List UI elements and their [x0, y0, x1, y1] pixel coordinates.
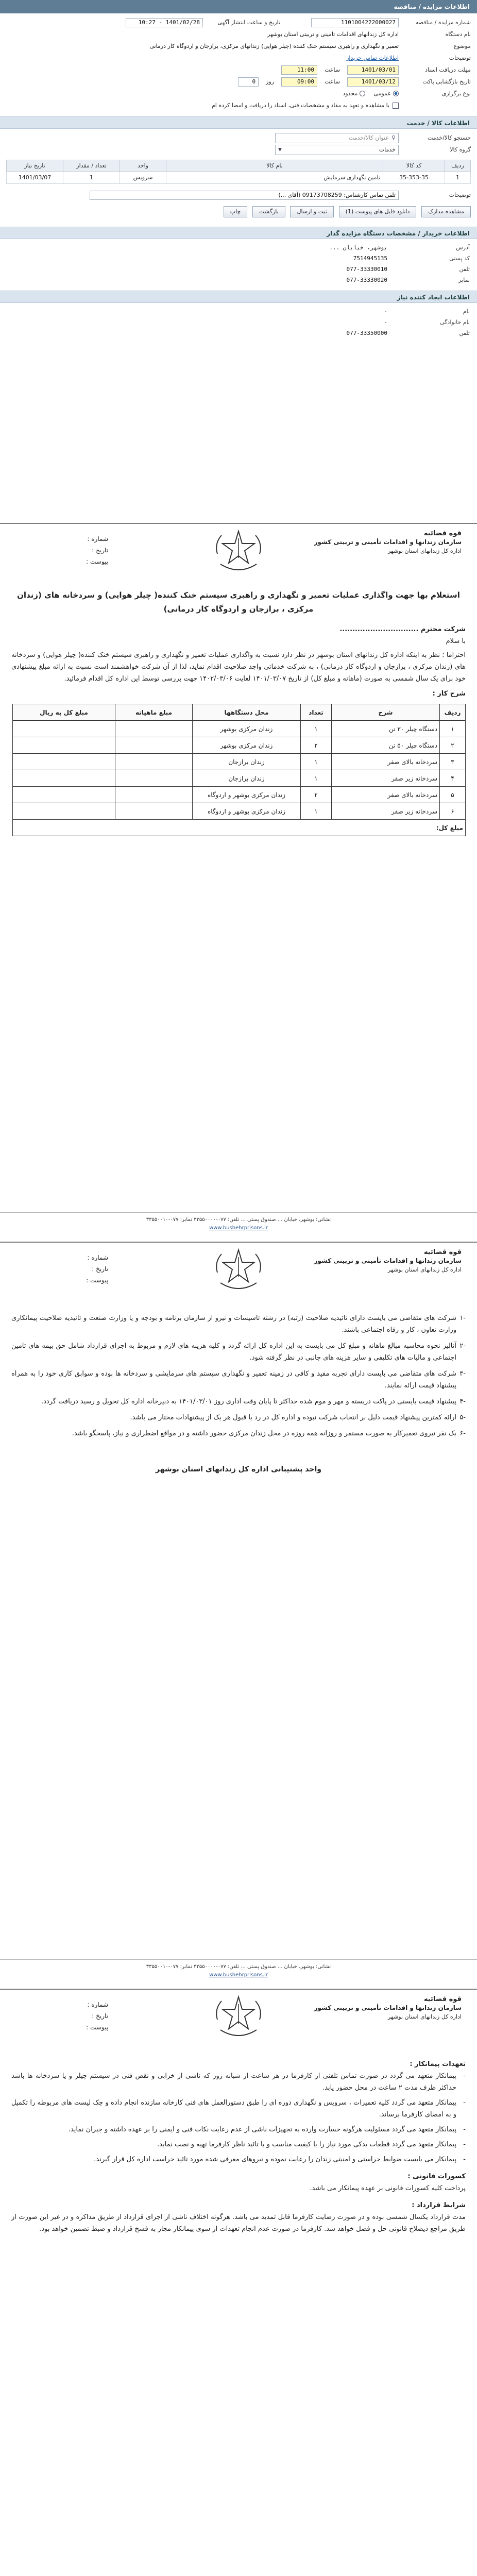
- radio-checked-icon: [393, 91, 399, 96]
- note-value: تلفن تماس کارشناس: 09173708259 (آقای ...): [90, 191, 399, 200]
- list-item: -۶ یک نفر نیروی تعمیرکار به صورت مستمر و روزانه همه روزه در محل زندان مرکزی حضور داشته و در مواقع اضطراری و نیاز، پاسخگو باشد.: [72, 1430, 466, 1437]
- download-attachments-button[interactable]: دانلود فایل های پیوست (1): [339, 206, 417, 217]
- table-row: ۵ سردخانه بالای صفر ۲ زندان مرکزی بوشهر و اردوگاه: [13, 787, 466, 803]
- total-row: مبلغ کل:: [13, 820, 466, 836]
- contact-phone: تلفن 077-33350000: [346, 330, 470, 336]
- table-row: ۴ سردخانه زیر صفر ۱ زندان برازجان: [13, 770, 466, 787]
- deadline-time-input[interactable]: 11:00: [281, 65, 317, 75]
- opening-extra-input[interactable]: 0: [238, 77, 259, 87]
- desc-label: توضیحات: [449, 55, 471, 61]
- buyer-section-bar: اطلاعات خریدار / مشخصات دستگاه مزایده گذار: [0, 227, 477, 239]
- buyer-fields: [0, 239, 477, 285]
- greeting: با سلام: [446, 637, 466, 645]
- list-item: - پیمانکار می بایست ضوابط حراستی و امنیتی زندان را رعایت نموده و نیروهای معرفی شده مورد تائید حراست اداره کل قرار گیرند.: [94, 2156, 466, 2163]
- buyer-address: آدرس بوشهر، خیابان ...: [329, 244, 470, 251]
- radio-unchecked-icon: [360, 91, 365, 96]
- signature-block: واحد پشتیبانی اداره کل زندانهای استان بوشهر: [155, 1465, 322, 1473]
- list-item: -۲ آنالیز نحوه محاسبه مبالغ ماهانه و مبلغ کل می بایست به این اداره کل ارائه گردد و کلیه هزینه های لازم و مربوط به اجرای قرارداد شامل حق بیمه های تامین اجتماعی و مالیات های تکلیفی و سایر هزینه های جانبی در نظر گرفته شود.: [11, 1342, 466, 1362]
- judiciary-emblem-icon: [210, 528, 267, 575]
- letter-meta: شماره : تاریخ : پیوست :: [86, 535, 108, 565]
- org-label: نام دستگاه: [445, 31, 471, 38]
- list-item: -۴ پیشنهاد قیمت بایستی در پاکت دربسته و مهر و موم شده حداکثر تا پایان وقت اداری روز ۱۴۰۱/۰۳/۰۱ به دبیرخانه اداره کل تحویل و رسید دریافت گردد.: [41, 1398, 466, 1405]
- terms-text: مدت قرارداد یکسال شمسی بوده و در صورت رضایت کارفرما قابل تمدید می باشد. هرگونه اختلاف ناشی از اجرای قرارداد از طریق مذاکره و در غیر این صورت از طریق مراجع ذیصلاح قانونی حل و فصل خواهد شد. کارفرما در صورت عدم انجام تعهدات از سوی پیمانکار مجاز به فسخ قرارداد و ضبط تضمین خواهد بود.: [11, 2213, 466, 2233]
- list-item: - پیمانکار متعهد می گردد در صورت تماس تلفنی از کارفرما در هر ساعت از شبانه روز که ناشی از خرابی و نقص فنی در سیستم چیلر و یا سردخانه ها باشد حداکثر ظرف مدت ۲ ساعت در محل حضور یابد.: [11, 2072, 466, 2092]
- list-item: -۵ ارائه کمترین پیشنهاد قیمت دلیل بر انتخاب شرکت نبوده و اداره کل در رد یا قبول هر یک از پیشنهادات مختار می باشد.: [130, 1414, 466, 1421]
- page-footer: نشانی: بوشهر، خیابان ... صندوق پستی ... تلفن: ۰۷۷-۳۳۵۵۰۰۰۰ نمابر: ۰۷۷-۳۳۵۵۰۰۱۰ www.bushehrprisons.ir: [0, 1959, 477, 1979]
- list-item: - پیمانکار متعهد می گردد مسئولیت هرگونه خسارت وارده به تجهیزات ناشی از عدم رعایت نکات فنی و ایمنی را بر عهده داشته و جبران نماید.: [68, 2126, 466, 2133]
- agree-row: [0, 99, 477, 111]
- tender-number-label: شماره مزایده / مناقصه: [415, 19, 471, 26]
- salutation: شرکت محترم ...............................: [339, 625, 466, 633]
- form-header-bar: اطلاعات مزایده / مناقصه: [0, 0, 477, 13]
- letter-page-3: [0, 1989, 477, 2576]
- org-value: اداره کل زندانهای اقدامات تامینی و تربیتی استان بوشهر: [267, 31, 399, 38]
- buyer-fax: نمابر 077-33330020: [346, 277, 470, 283]
- opening-date-input[interactable]: 1401/03/12: [347, 77, 399, 87]
- contact-fields: [0, 303, 477, 338]
- org-block: قوه قضائیه سازمان زندانها و اقدامات تأمینی و تربیتی کشور اداره کل زندانهای استان بوشهر: [314, 530, 462, 554]
- opening-time-input[interactable]: 09:00: [281, 77, 317, 87]
- obligations-heading: تعهدات پیمانکار :: [410, 2060, 466, 2068]
- opening-extra-label: روز: [266, 78, 275, 85]
- item-group-select[interactable]: خدمات ▼: [275, 145, 399, 155]
- item-search-row: [0, 132, 477, 144]
- deductions-text: پرداخت کلیه کسورات قانونی بر عهده پیمانکار می باشد.: [310, 2184, 466, 2192]
- org-block: قوه قضائیه سازمان زندانها و اقدامات تأمینی و تربیتی کشور اداره کل زندانهای استان بوشهر: [314, 1995, 462, 2020]
- list-item: -۱ شرکت های متقاضی می بایست دارای تائیدیه صلاحیت (رتبه) در رشته تاسیسات و نیرو از سازمان برنامه و بودجه و یا وزارت صنعت و تائیدیه صلاحیت پیمانکاری وزارت تعاون ، کار و رفاه اجتماعی باشند.: [11, 1314, 466, 1334]
- conditions-list: [0, 1312, 477, 1439]
- col-code: کد کالا: [383, 160, 445, 172]
- tender-form: [0, 0, 477, 523]
- opening-label: تاریخ بازگشایی پاکت: [422, 78, 471, 85]
- list-item: - پیمانکار متعهد می گردد قطعات یدکی مورد نیاز را با کیفیت مناسب و با تائید ناظر کارفرما تهیه و نصب نماید.: [157, 2141, 466, 2148]
- item-group-label: گروه کالا: [450, 146, 471, 153]
- contact-section-bar: اطلاعات ایجاد کننده نیاز: [0, 291, 477, 303]
- obligations-section: [0, 2058, 477, 2235]
- buyer-postcode: کد پستی 7514945135: [353, 255, 470, 262]
- agree-label: با مشاهده و تعهد به مفاد و مشخصات فنی، اسناد را دریافت و امضا کرده ام: [212, 102, 389, 109]
- view-docs-button[interactable]: مشاهده مدارک: [421, 206, 471, 217]
- subject-row: [0, 40, 477, 52]
- print-button[interactable]: چاپ: [224, 206, 248, 217]
- website-link[interactable]: www.bushehrprisons.ir: [209, 1972, 268, 1978]
- chevron-down-icon: ▼: [278, 147, 282, 152]
- scope-table-header: ردیف شرح تعداد محل دستگاهها مبلغ ماهیانه مبلغ کل به ریال: [13, 704, 466, 721]
- scope-table: [12, 704, 466, 836]
- method-radio-public[interactable]: عمومی: [373, 90, 399, 97]
- page-header: [0, 1990, 477, 2054]
- judiciary-emblem-icon: [210, 1247, 267, 1294]
- deadline-time-label: ساعت: [325, 66, 340, 73]
- judiciary-emblem-icon: [210, 1994, 267, 2041]
- note-label: توضیحات: [449, 192, 471, 198]
- tender-number-row: [0, 16, 477, 28]
- letter-page-2: [0, 1242, 477, 1989]
- page-footer: نشانی: بوشهر، خیابان ... صندوق پستی ... تلفن: ۰۷۷-۳۳۵۵۰۰۰۰ نمابر: ۰۷۷-۳۳۵۵۰۰۱۰ www.bushehrprisons.ir: [0, 1212, 477, 1232]
- org-row: [0, 28, 477, 40]
- subject-label: موضوع: [453, 43, 471, 49]
- letter-meta: شماره : تاریخ : پیوست :: [86, 2001, 108, 2031]
- page-header: [0, 1243, 477, 1307]
- table-row: ۱ دستگاه چیلر ۳۰ تن ۱ زندان مرکزی بوشهر: [13, 721, 466, 737]
- intro-paragraph: احتراما ؛ نظر به اینکه اداره کل زندانهای استان بوشهر در نظر دارد نسبت به واگذاری عملیات تعمیر و نگهداری و راهبری سیستم خنک کننده( چیلر هوایی) و سردخانه های (زندان مرکزی ، برازجان و اردوگاه کار درمانی) ، به شرکت خدماتی واجد صلاحیت اقدام نماید، لذا از آن شرکت خواهشمند است نسبت به ارائه مبلغ پیشنهادی خود برای یک سال شمسی به صورت (ماهانه و مبلغ کل) از تاریخ ۱۴۰۱/۰۳/۰۷ لغایت ۱۴۰۲/۰۳/۰۶ جهت بررسی توسط این اداره کل اقدام فرمائید.: [11, 651, 466, 683]
- subject-value: تعمیر و نگهداری و راهبری سیستم خنک کننده (چیلر هوایی) زندانهای مرکزی، برازجان و اردوگاه کار درمانی: [149, 43, 399, 49]
- item-group-row: [0, 144, 477, 156]
- col-row: ردیف: [445, 160, 471, 172]
- contact-firstname: نام -: [384, 308, 470, 315]
- list-item: -۳ شرکت های متقاضی می بایست دارای تجربه مفید و کافی در زمینه تعمیر و نگهداری سیستم های سرمایشی و سردخانه ها بوده و سوابق کاری خود را به همراه پیشنهاد قیمت ارائه نمایند.: [11, 1370, 466, 1389]
- publish-date-value: 1401/02/28 - 10:27: [126, 18, 203, 27]
- col-qty: تعداد / مقدار: [63, 160, 120, 172]
- method-label: نوع برگزاری: [441, 90, 471, 97]
- table-row: ۳ سردخانه بالای صفر ۱ زندان برازجان: [13, 754, 466, 770]
- submit-button[interactable]: ثبت و ارسال: [290, 206, 333, 217]
- items-section-bar: اطلاعات کالا / خدمت: [0, 116, 477, 129]
- item-search-label: جستجو کالا/خدمت: [427, 134, 471, 141]
- letter-title: استعلام بها جهت واگذاری عملیات تعمیر و نگهداری و راهبری سیستم خنک کننده( چیلر هوایی) و سردخانه های (زندان مرکزی ، برازجان و اردوگاه کار درمانی): [17, 590, 460, 614]
- tender-number-value: 1101004222000027: [311, 18, 399, 27]
- deadline-label: مهلت دریافت اسناد: [425, 66, 471, 73]
- publish-date-label: تاریخ و ساعت انتشار آگهی: [217, 19, 280, 26]
- opening-time-label: ساعت: [325, 78, 340, 85]
- deadline-row: [0, 64, 477, 76]
- method-row: [0, 88, 477, 99]
- deadline-date-input[interactable]: 1401/03/01: [347, 65, 399, 75]
- col-unit: واحد: [120, 160, 166, 172]
- items-table: [6, 160, 471, 184]
- table-row[interactable]: 1 35-353-35 تامین نگهداری سرمایش سرویس 1 1401/03/07: [7, 172, 471, 184]
- deductions-heading: کسورات قانونی :: [407, 2173, 466, 2180]
- website-link[interactable]: www.bushehrprisons.ir: [209, 1225, 268, 1231]
- col-date: تاریخ نیاز: [7, 160, 63, 172]
- search-icon: ⚲: [391, 134, 396, 141]
- items-table-header: [7, 160, 471, 172]
- contact-lastname: نام خانوادگی -: [384, 319, 470, 326]
- org-block: قوه قضائیه سازمان زندانها و اقدامات تأمینی و تربیتی کشور اداره کل زندانهای استان بوشهر: [314, 1248, 462, 1273]
- letter-page-1: [0, 523, 477, 1242]
- col-name: نام کالا: [166, 160, 383, 172]
- buyer-phone: تلفن 077-33330010: [346, 266, 470, 273]
- note-row: [0, 189, 477, 201]
- agree-checkbox[interactable]: [393, 103, 399, 109]
- method-radio-limited[interactable]: محدود: [343, 90, 365, 97]
- desc-row: [0, 52, 477, 64]
- terms-heading: شرایط قرارداد :: [412, 2201, 466, 2209]
- back-button[interactable]: بازگشت: [252, 206, 285, 217]
- action-buttons: [0, 201, 477, 223]
- item-search-input[interactable]: ⚲ عنوان کالا/خدمت: [275, 133, 399, 143]
- table-row: ۶ سردخانه زیر صفر ۱ زندان مرکزی بوشهر و اردوگاه: [13, 803, 466, 820]
- page-header: [0, 524, 477, 588]
- letter-meta: شماره : تاریخ : پیوست :: [86, 1254, 108, 1284]
- table-row: ۲ دستگاه چیلر ۵۰ تن ۲ زندان مرکزی بوشهر: [13, 737, 466, 754]
- opening-row: [0, 76, 477, 88]
- list-item: - پیمانکار متعهد می گردد کلیه تعمیرات ، سرویس و نگهداری دوره ای را طبق دستورالعمل های فنی کارخانه سازنده انجام داده و چک لیست های مربوطه را تکمیل و به امضای کارفرما برساند.: [11, 2099, 466, 2119]
- buyer-contact-link[interactable]: اطلاعات تماس خریدار: [346, 55, 399, 61]
- desc-heading: شرح کار :: [432, 690, 466, 698]
